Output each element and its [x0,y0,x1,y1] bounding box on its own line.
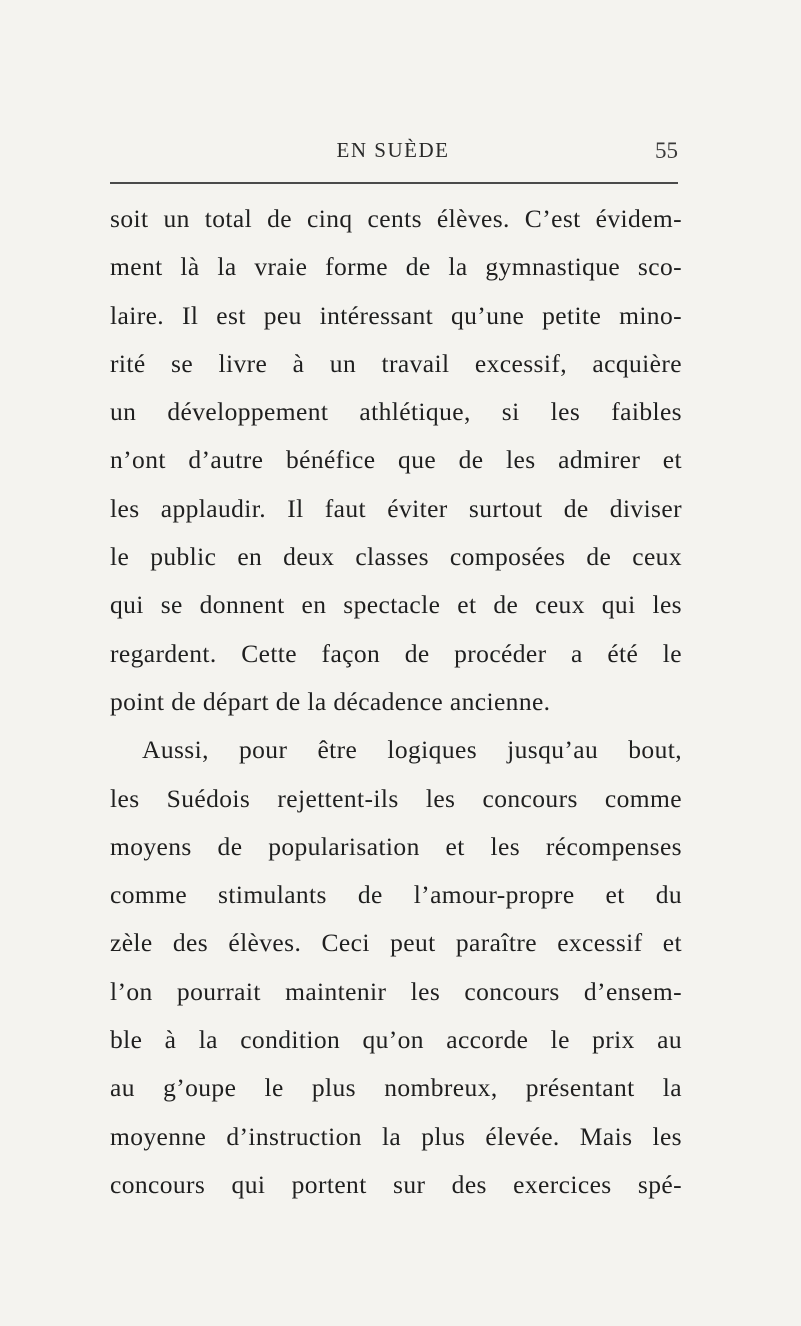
text-line: les Suédois rejettent-ils les concours comme [110,783,682,813]
text-line: le public en deux classes composées de ceux [110,542,682,572]
text-line: moyenne d’instruction la plus élevée. Mais les [110,1121,682,1151]
text-line: rité se livre à un travail excessif, acquière [110,348,682,378]
text-line: concours qui portent sur des exercices spé- [110,1169,682,1199]
running-title: EN SUÈDE [336,138,450,162]
text-line: laire. Il est peu intéressant qu’une petite mino- [110,300,682,330]
text-line: comme stimulants de l’amour-propre et du [110,880,682,910]
text-line: qui se donnent en spectacle et de ceux qui les [110,590,682,620]
text-line: un développement athlétique, si les faibles [110,397,682,427]
text-line: l’on pourrait maintenir les concours d’ensem- [110,976,682,1006]
text-line: regardent. Cette façon de procéder a été le [110,638,682,668]
text-line: les applaudir. Il faut éviter surtout de diviser [110,493,682,523]
text-line: ble à la condition qu’on accorde le prix au [110,1025,682,1055]
page-number: 55 [655,138,678,163]
body-text [110,195,682,1209]
text-line: ment là la vraie forme de la gymnastique sco- [110,252,682,282]
text-line: Aussi, pour être logiques jusqu’au bout, [142,735,682,765]
text-line: moyens de popularisation et les récompenses [110,831,682,861]
text-line: zèle des élèves. Ceci peut paraître excessif et [110,928,682,958]
text-line: n’ont d’autre bénéfice que de les admirer et [110,445,682,475]
text-line: soit un total de cinq cents élèves. C’est évidem- [110,204,682,233]
text-line: au g’oupe le plus nombreux, présentant la [110,1073,682,1103]
text-line: point de départ de la décadence ancienne. [110,686,551,716]
header-rule [110,182,678,184]
running-head [108,138,678,168]
